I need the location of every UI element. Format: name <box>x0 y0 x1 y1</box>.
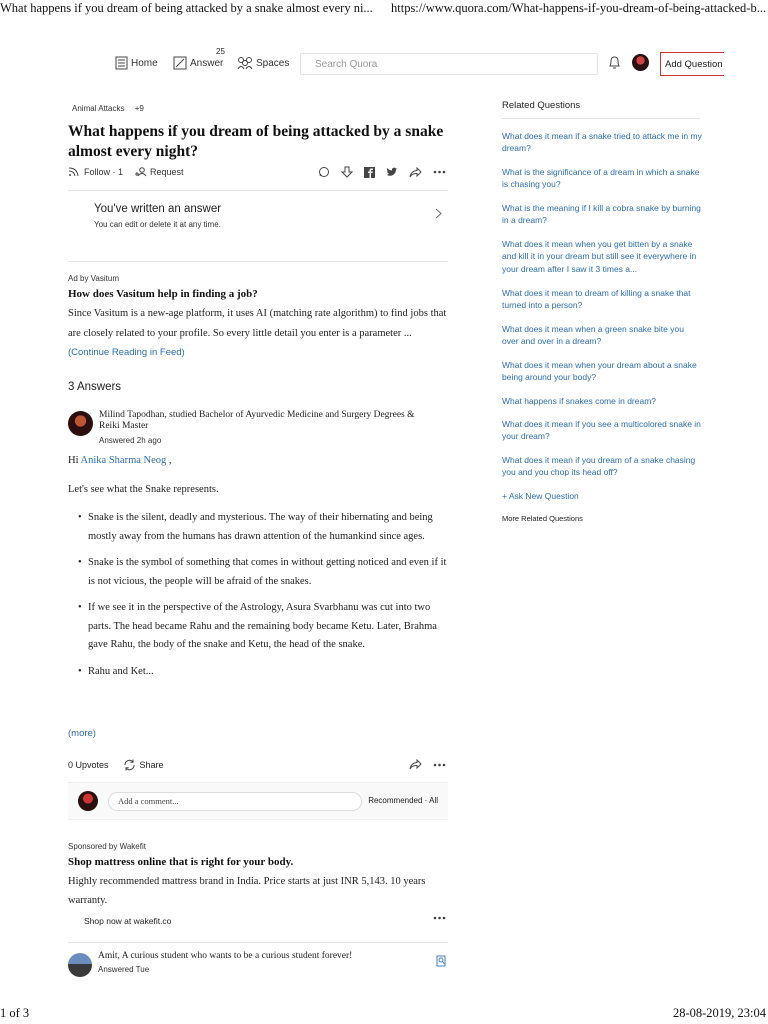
answer-body <box>68 452 450 689</box>
list-item: • Rahu and Ket... <box>78 663 450 682</box>
related-question-link[interactable]: What does it mean if a snake tried to attack me in my dream? <box>502 131 702 154</box>
written-answer-heading: You've written an answer <box>94 203 222 215</box>
request-button[interactable] <box>135 166 184 177</box>
nav-answer[interactable] <box>173 47 225 76</box>
facebook-icon[interactable] <box>364 167 375 178</box>
related-question-link[interactable]: What does it mean when your dream about a snake being around your body? <box>502 360 697 383</box>
answer-intro: Let's see what the Snake represents. <box>68 483 219 495</box>
answer-header <box>68 408 448 448</box>
print-date: 28-08-2019, 23:04 <box>672 1006 766 1020</box>
rss-icon <box>68 166 80 177</box>
print-header <box>0 0 768 18</box>
more-options-icon[interactable] <box>433 763 446 767</box>
follow-button[interactable] <box>68 166 123 177</box>
nav-answer-label: Answer <box>190 57 224 69</box>
question-actions <box>68 166 448 191</box>
question-title: What happens if you dream of being attacked by a snake almost every night? <box>68 123 444 160</box>
author-credential[interactable]: Amit, A curious student who wants to be a curious student forever! <box>98 951 353 961</box>
user-avatar[interactable] <box>632 54 649 71</box>
user-mention-link[interactable]: Anika Sharma Neog <box>80 455 167 466</box>
written-answer-notice[interactable] <box>68 198 448 262</box>
share-icon[interactable] <box>409 167 422 178</box>
shop-now-link[interactable]: Shop now at wakefit.co <box>84 916 172 926</box>
ask-new-question-link[interactable]: + Ask New Question <box>502 491 579 501</box>
continue-reading-link[interactable]: (Continue Reading in Feed) <box>68 347 185 358</box>
answer-greeting <box>68 452 450 471</box>
bell-icon[interactable] <box>608 55 621 70</box>
comment-icon[interactable] <box>318 166 330 178</box>
more-options-icon[interactable] <box>433 916 446 920</box>
comment-sort[interactable]: Recommended · All <box>368 796 438 805</box>
commenter-avatar <box>78 791 98 811</box>
share-button[interactable] <box>123 759 164 771</box>
answer-count-badge: 25 <box>216 47 225 56</box>
related-question-link[interactable]: What does it mean when a green snake bite you over and over in a dream? <box>502 324 684 347</box>
person-add-icon <box>135 166 147 177</box>
sidebar-title: Related Questions <box>502 100 581 111</box>
related-question-link[interactable]: What does it mean if you see a multicolored snake in your dream? <box>502 419 701 442</box>
related-question-link[interactable]: What does it mean when you get bitten by a snake and kill it in your dream but still see it everywhere in your dream after I saw it 3 times a... <box>502 239 697 274</box>
home-icon <box>115 56 128 70</box>
topic-tag[interactable]: Animal Attacks <box>72 104 125 113</box>
second-answer-header <box>68 942 448 982</box>
answer-bullet-list <box>68 509 450 681</box>
ad-body-text: Since Vasitum is a new-age platform, it uses AI (matching rate algorithm) to find jobs that are closely related to your profile. So every little detail you enter is a parameter ... <box>68 308 447 339</box>
people-icon <box>237 56 253 70</box>
share-label: Share <box>139 760 164 770</box>
bookmark-icon[interactable] <box>436 955 446 967</box>
print-footer <box>0 1006 768 1024</box>
print-url: https://www.quora.com/What-happens-if-you-dream-of-being-attacked-b... <box>391 1 767 15</box>
topic-list <box>72 104 152 113</box>
list-item: • Snake is the silent, deadly and mysterious. The way of their hibernating and being mostly away from the humans has drawn attention of the humankind since ages. <box>78 509 450 546</box>
refresh-share-icon <box>123 759 136 771</box>
upvote-button[interactable]: 0 Upvotes <box>68 760 109 770</box>
read-more-link[interactable]: (more) <box>68 728 96 739</box>
share-icon[interactable] <box>409 759 422 770</box>
related-question-link[interactable]: What happens if snakes come in dream? <box>502 396 657 406</box>
print-page-number: 1 of 3 <box>0 1006 30 1020</box>
comment-input[interactable]: Add a comment... <box>108 792 362 811</box>
written-answer-subtext: You can edit or delete it at any time. <box>94 220 221 229</box>
answer-actions <box>68 759 448 771</box>
chevron-right-icon <box>435 208 442 219</box>
topic-more[interactable]: +9 <box>134 104 144 113</box>
nav-spaces[interactable] <box>237 50 289 76</box>
downvote-icon[interactable] <box>341 166 353 178</box>
ad-body <box>68 304 450 363</box>
author-credential[interactable]: Milind Tapodhan, studied Bachelor of Ayurvedic Medicine and Surgery Degrees & Reiki Master <box>99 410 415 431</box>
greeting-end: , <box>166 455 172 466</box>
twitter-icon[interactable] <box>386 167 398 178</box>
more-options-icon[interactable] <box>433 170 446 174</box>
sponsored-body: Highly recommended mattress brand in India. Price starts at just INR 5,143. 10 years warranty. <box>68 876 426 906</box>
pencil-icon <box>173 56 187 70</box>
comment-bar <box>68 782 448 820</box>
related-question-link[interactable]: What is the meaning if I kill a cobra snake by burning in a dream? <box>502 203 701 226</box>
nav-spaces-label: Spaces <box>256 57 290 69</box>
greeting-text: Hi <box>68 455 81 466</box>
sponsored-title[interactable]: Shop mattress online that is right for your body. <box>68 856 294 868</box>
answer-count: 3 Answers <box>68 381 122 393</box>
answer-timestamp[interactable]: Answered 2h ago <box>99 436 162 445</box>
request-label: Request <box>150 166 184 177</box>
related-question-link[interactable]: What does it mean if you dream of a snake chasing you and you chop its head off? <box>502 455 696 478</box>
sidebar-divider <box>502 118 700 119</box>
related-question-link[interactable]: What is the significance of a dream in which a snake is chasing you? <box>502 167 700 190</box>
nav-home-label: Home <box>131 57 158 69</box>
print-page-title: What happens if you dream of being attacked by a snake almost every ni... <box>0 1 373 15</box>
top-nav <box>110 47 724 78</box>
list-item: • Snake is the symbol of something that comes in without getting noticed and even if it is not vicious, the people will be afraid of the snakes. <box>78 554 450 591</box>
nav-home[interactable] <box>115 50 158 76</box>
answer-timestamp[interactable]: Answered Tue <box>98 965 150 974</box>
ad-sponsor-label: Ad by Vasitum <box>68 274 119 283</box>
related-question-link[interactable]: What does it mean to dream of killing a snake that turned into a person? <box>502 288 691 311</box>
more-related-questions-link[interactable]: More Related Questions <box>502 514 583 523</box>
list-item: • If we see it in the perspective of the Astrology, Asura Svarbhanu was cut into two parts. The head became Rahu and the remaining body became Ketu. Later, Brahma gave Rahu, the body of the snake and Ketu, the head of the snake. <box>78 599 450 655</box>
sponsor-label: Sponsored by Wakefit <box>68 842 146 851</box>
follow-label: Follow · 1 <box>84 166 124 177</box>
author-avatar[interactable] <box>68 411 93 436</box>
add-question-button[interactable]: Add Question <box>660 52 724 76</box>
search-input[interactable]: Search Quora <box>300 53 598 75</box>
ad-title[interactable]: How does Vasitum help in finding a job? <box>68 288 258 300</box>
author-avatar[interactable] <box>68 953 92 977</box>
